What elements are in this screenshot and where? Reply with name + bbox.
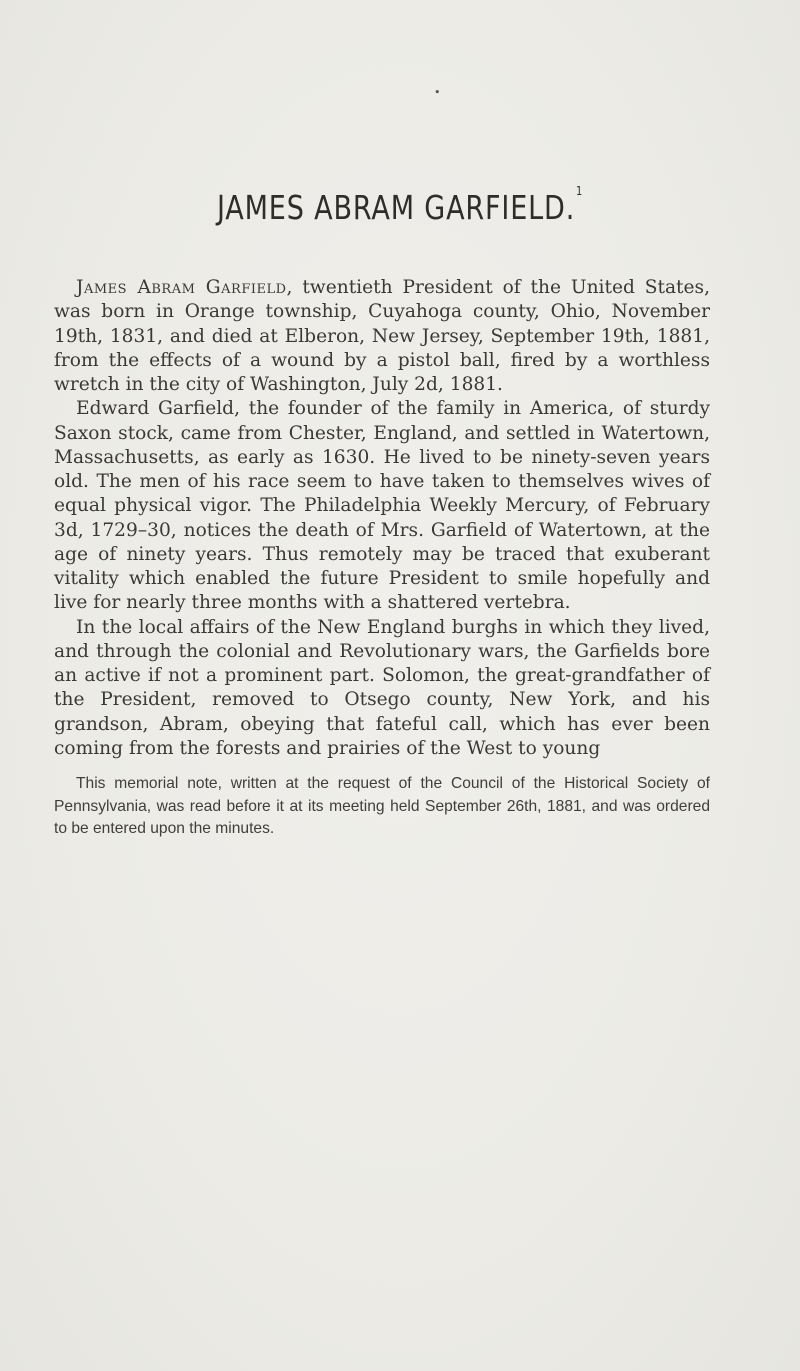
paragraph-1-text: , twentieth President of the United States, was born in Orange township, Cuyahoga county, Ohio, November 19th, 1831, and died at Elberon, New Jersey, September 19th, 1881, from the effects of a wound by a pistol ball, fired by a worthless wretch in the city of Washington, July 2d, 1881. xyxy=(54,277,710,395)
footnote xyxy=(54,773,710,841)
paragraph-1 xyxy=(54,276,710,397)
paragraph-2: Edward Garfield, the founder of the family in America, of sturdy Saxon stock, came from Chester, England, and settled in Watertown, Massachusetts, as early as 1630. He lived to be ninety-seven years old. The men of his race seem to have taken to themselves wives of equal physical vigor. The Philadelphia Weekly Mercury, of February 3d, 1729–30, notices the death of Mrs. Garfield of Watertown, at the age of ninety years. Thus remotely may be traced that exuberant vitality which enabled the future President to smile hopefully and live for nearly three months with a shattered vertebra. xyxy=(54,398,710,614)
page-title xyxy=(72,184,728,227)
footnote-text: This memorial note, written at the request of the Council of the Historical Society of Pennsylvania, was read before it at its meeting held September 26th, 1881, and was ordered to be entered upon the minutes. xyxy=(54,775,710,837)
stray-mark: • xyxy=(434,86,441,99)
title-footnote-ref: 1 xyxy=(575,184,584,198)
paragraph-1-lead: James Abram Garfield xyxy=(76,277,287,298)
paragraph-3: In the local affairs of the New England burghs in which they lived, and through the colonial and Revolutionary wars, the Garfields bore an active if not a prominent part. Solomon, the great-grandfather of the President, removed to Otsego county, New York, and his grandson, Abram, obeying that fateful call, which has ever been coming from the forests and prairies of the West to young xyxy=(54,616,710,759)
title-text: JAMES ABRAM GARFIELD. xyxy=(216,188,576,227)
body-text xyxy=(54,276,710,761)
